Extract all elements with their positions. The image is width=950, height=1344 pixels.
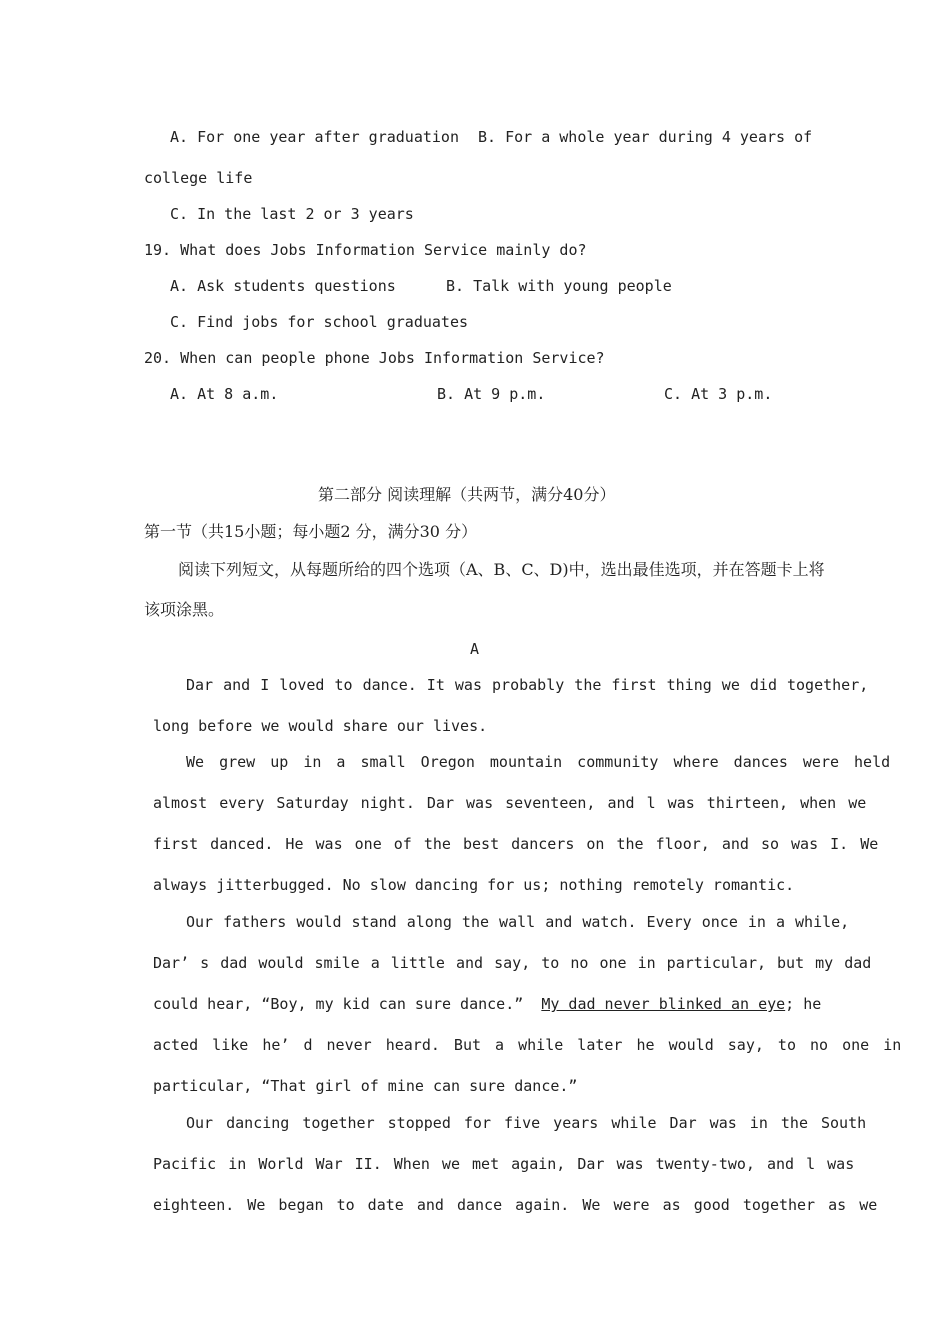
passage-p4-line-1: Our dancing together stopped for five years while Dar was in the South (186, 1114, 867, 1132)
q20-option-a: A. At 8 a.m. (170, 385, 279, 403)
q19-question: 19. What does Jobs Information Service mainly do? (144, 241, 587, 259)
q18-option-b-continued: college life (144, 169, 253, 187)
passage-p2-line-3: first danced. He was one of the best dancers on the floor, and so was I. We (153, 835, 879, 853)
q19-option-c: C. Find jobs for school graduates (170, 313, 469, 331)
passage-p1-line-2: long before we would share our lives. (153, 717, 488, 735)
section1-heading: 第一节（共15小题；每小题2 分，满分30 分） (144, 522, 478, 541)
q18-option-b: B. For a whole year during 4 years of (478, 128, 813, 146)
q20-option-b: B. At 9 p.m. (437, 385, 546, 403)
passage-p4-line-2: Pacific in World War II. When we met again, Dar was twenty-two, and l was (153, 1155, 855, 1173)
q19-option-a: A. Ask students questions (170, 277, 396, 295)
q18-option-a: A. For one year after graduation (170, 128, 459, 146)
line-tail: ; he (785, 995, 822, 1013)
passage-p3-line-2: Dar’ s dad would smile a little and say, to no one in particular, but my dad (153, 954, 872, 972)
passage-p2-line-4: always jitterbugged. No slow dancing for us; nothing remotely romantic. (153, 876, 795, 894)
quote-boy: could hear, “Boy, my kid can sure dance.” (153, 995, 524, 1013)
passage-p3-line-5: particular, “That girl of mine can sure dance.” (153, 1077, 578, 1095)
underlined-phrase: My dad never blinked an eye (541, 995, 786, 1013)
passage-p3-line-1: Our fathers would stand along the wall and watch. Every once in a while, (186, 913, 850, 931)
instruction-line-1: 阅读下列短文，从每题所给的四个选项（A、B、C、D)中，选出最佳选项，并在答题卡上将 (178, 560, 825, 579)
passage-p3-line-4: acted like he’ d never heard. But a while later he would say, to no one in (153, 1036, 902, 1054)
passage-p1-line-1: Dar and I loved to dance. It was probably the first thing we did together, (186, 676, 869, 694)
q20-question: 20. When can people phone Jobs Information Service? (144, 349, 605, 367)
q18-option-c: C. In the last 2 or 3 years (170, 205, 414, 223)
q19-option-b: B. Talk with young people (446, 277, 672, 295)
passage-label: A (470, 640, 480, 658)
passage-p2-line-1: We grew up in a small Oregon mountain community where dances were held (186, 753, 891, 771)
instruction-line-2: 该项涂黑。 (144, 600, 225, 619)
passage-p2-line-2: almost every Saturday night. Dar was seventeen, and l was thirteen, when we (153, 794, 867, 812)
passage-p3-line-3 (153, 994, 821, 1014)
part2-heading: 第二部分 阅读理解（共两节，满分40分） (318, 485, 616, 504)
q20-option-c: C. At 3 p.m. (664, 385, 773, 403)
passage-p4-line-3: eighteen. We began to date and dance again. We were as good together as we (153, 1196, 878, 1214)
